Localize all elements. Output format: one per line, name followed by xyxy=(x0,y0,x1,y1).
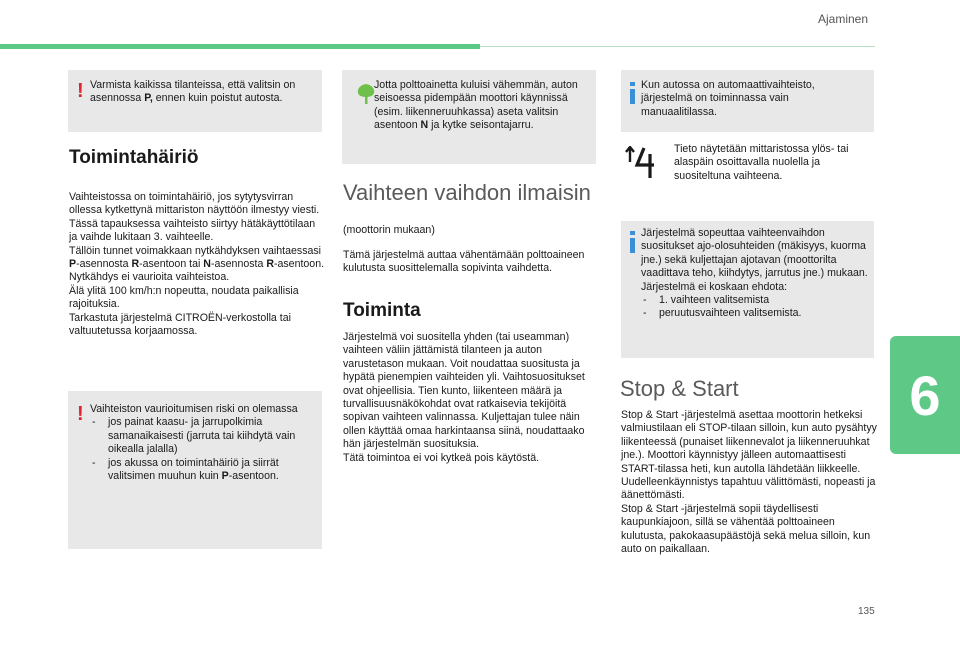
section-title: Ajaminen xyxy=(818,12,869,26)
header-accent-bar xyxy=(0,44,480,49)
eco-tip-text: Jotta polttoainetta kuluisi vähemmän, auton seisoessa pidempään moottori käynnissä (esim. liikenneruuhkassa) aseta valitsin asentoon N ja kytke seisontajarru. xyxy=(374,79,578,132)
chapter-tab: 6 xyxy=(890,336,960,454)
info-box-adaptation xyxy=(621,221,874,358)
malfunction-body: Vaihteistossa on toimintahäiriö, jos sytytysvirran ollessa kytkettynä mittariston näyttöön ilmestyy viesti. Tässä tapauksessa vaihteisto siirtyy hätäkäyttötilaan ja vaihde lukitaan 3. vaihteelle. Tällöin tunnet voimakkaan nytkähdyksen vaihtaessasi P-asennosta R-asentoon tai N-asennosta R-asentoon. Nytkähdys ei vaurioita vaihteistoa. Älä ylitä 100 km/h:n nopeutta, noudata paikallisia rajoituksia. Tarkastuta järjestelmä CITROËN-verkostolla tai valtuutetussa korjaamossa. xyxy=(69,191,325,338)
list-item: - jos painat kaasu- ja jarrupolkimia samanaikaisesti (jarruta tai kiihdytä vain oikealla jalalla) xyxy=(92,416,296,456)
list-item: - peruutusvaihteen valitsemista. xyxy=(643,307,802,320)
list-item: - 1. vaihteen valitsemista xyxy=(643,294,770,307)
info-icon xyxy=(629,82,637,104)
info-text: Järjestelmä sopeuttaa vaihteenvaihdon suositukset ajo-olosuhteiden (mäkisyys, kuorma jne.) sekä kuljettajan ajotavan (moottorilta vaadittava teho, kiihdytys, jarrutus jne.) mukaan. Järjestelmä ei koskaan ehdota: - 1. vaihteen valitsemista - peruutusvaihteen valitsemista. xyxy=(641,227,868,320)
heading-gear-indicator: Vaihteen vaihdon ilmaisin xyxy=(343,180,591,205)
info-text: Kun autossa on automaattivaihteisto, järjestelmä on toiminnassa vain manuaalitilassa. xyxy=(641,79,815,118)
info-icon xyxy=(629,231,637,253)
indicator-description: Tieto näytetään mittaristossa ylös- tai alaspäin osoittavalla nuolella ja suositeltuna vaihteena. xyxy=(674,143,849,182)
warning-text: Vaihteiston vaurioitumisen riski on olemassa - jos painat kaasu- ja jarrupolkimia samanaikaisesti (jarruta tai kiihdytä vain oikealla jalalla) - jos akussa on toimintahäiriö ja siirrät valitsimen muuhun kuin P-asentoon. xyxy=(90,403,315,483)
page-number: 135 xyxy=(858,606,875,617)
heading-malfunction: Toimintahäiriö xyxy=(69,147,199,168)
engine-note: (moottorin mukaan) xyxy=(343,224,435,236)
warning-box-park xyxy=(68,70,322,132)
eco-tip-box xyxy=(342,70,596,164)
warning-icon: ! xyxy=(77,80,84,102)
header-rule xyxy=(480,46,875,47)
heading-operation: Toiminta xyxy=(343,300,421,321)
warning-box-damage xyxy=(68,391,322,549)
gear-shift-indicator-icon xyxy=(622,146,662,180)
heading-stop-start: Stop & Start xyxy=(620,376,739,401)
info-box-automatic xyxy=(621,70,874,132)
indicator-intro: Tämä järjestelmä auttaa vähentämään polttoaineen kulutusta suosittelemalla sopivinta vaihdetta. xyxy=(343,249,585,275)
operation-body: Järjestelmä voi suositella yhden (tai useamman) vaihteen väliin jättämistä tilanteen ja auton varustetason mukaan. Voit noudattaa suositusta ja hypätä pienempien vaihteiden yli. Vaihtosuositukset ovat ohjeellisia. Tien kunto, liikenteen määrä ja turvallisuusnäkökohdat ovat ratkaisevia tekijöitä sopivan vaihteen valinnassa. Kuljettajan tulee näin ollen käyttää omaa harkintaansa siinä, noudattaako hän järjestelmän suosituksia. Tätä toimintoa ei voi kytkeä pois käytöstä. xyxy=(343,331,585,464)
list-item: - jos akussa on toimintahäiriö ja siirrät valitsimen muuhun kuin P-asentoon. xyxy=(92,456,279,483)
warning-text: Varmista kaikissa tilanteissa, että valitsin on asennossa P, ennen kuin poistut autosta. xyxy=(90,79,296,105)
warning-icon: ! xyxy=(77,403,84,425)
stop-start-body: Stop & Start -järjestelmä asettaa moottorin hetkeksi valmiustilaan eli STOP-tilaan silloin, kun auto pysähtyy liikenteessä (punaiset liikennevalot ja liikenneruuhkat jne.). Moottori käynnistyy jälleen automaattisesti START-tilassa heti, kun autolla lähdetään liikkeelle. Uudelleenkäynnistys tapahtuu välittömästi, nopeasti ja äänettömästi. Stop & Start -järjestelmä sopii täydellisesti kaupunkiajoon, sillä se vähentää polttoaineen kulutusta, pakokaasupäästöjä sekä melua silloin, kun auto on paikallaan. xyxy=(621,409,877,556)
